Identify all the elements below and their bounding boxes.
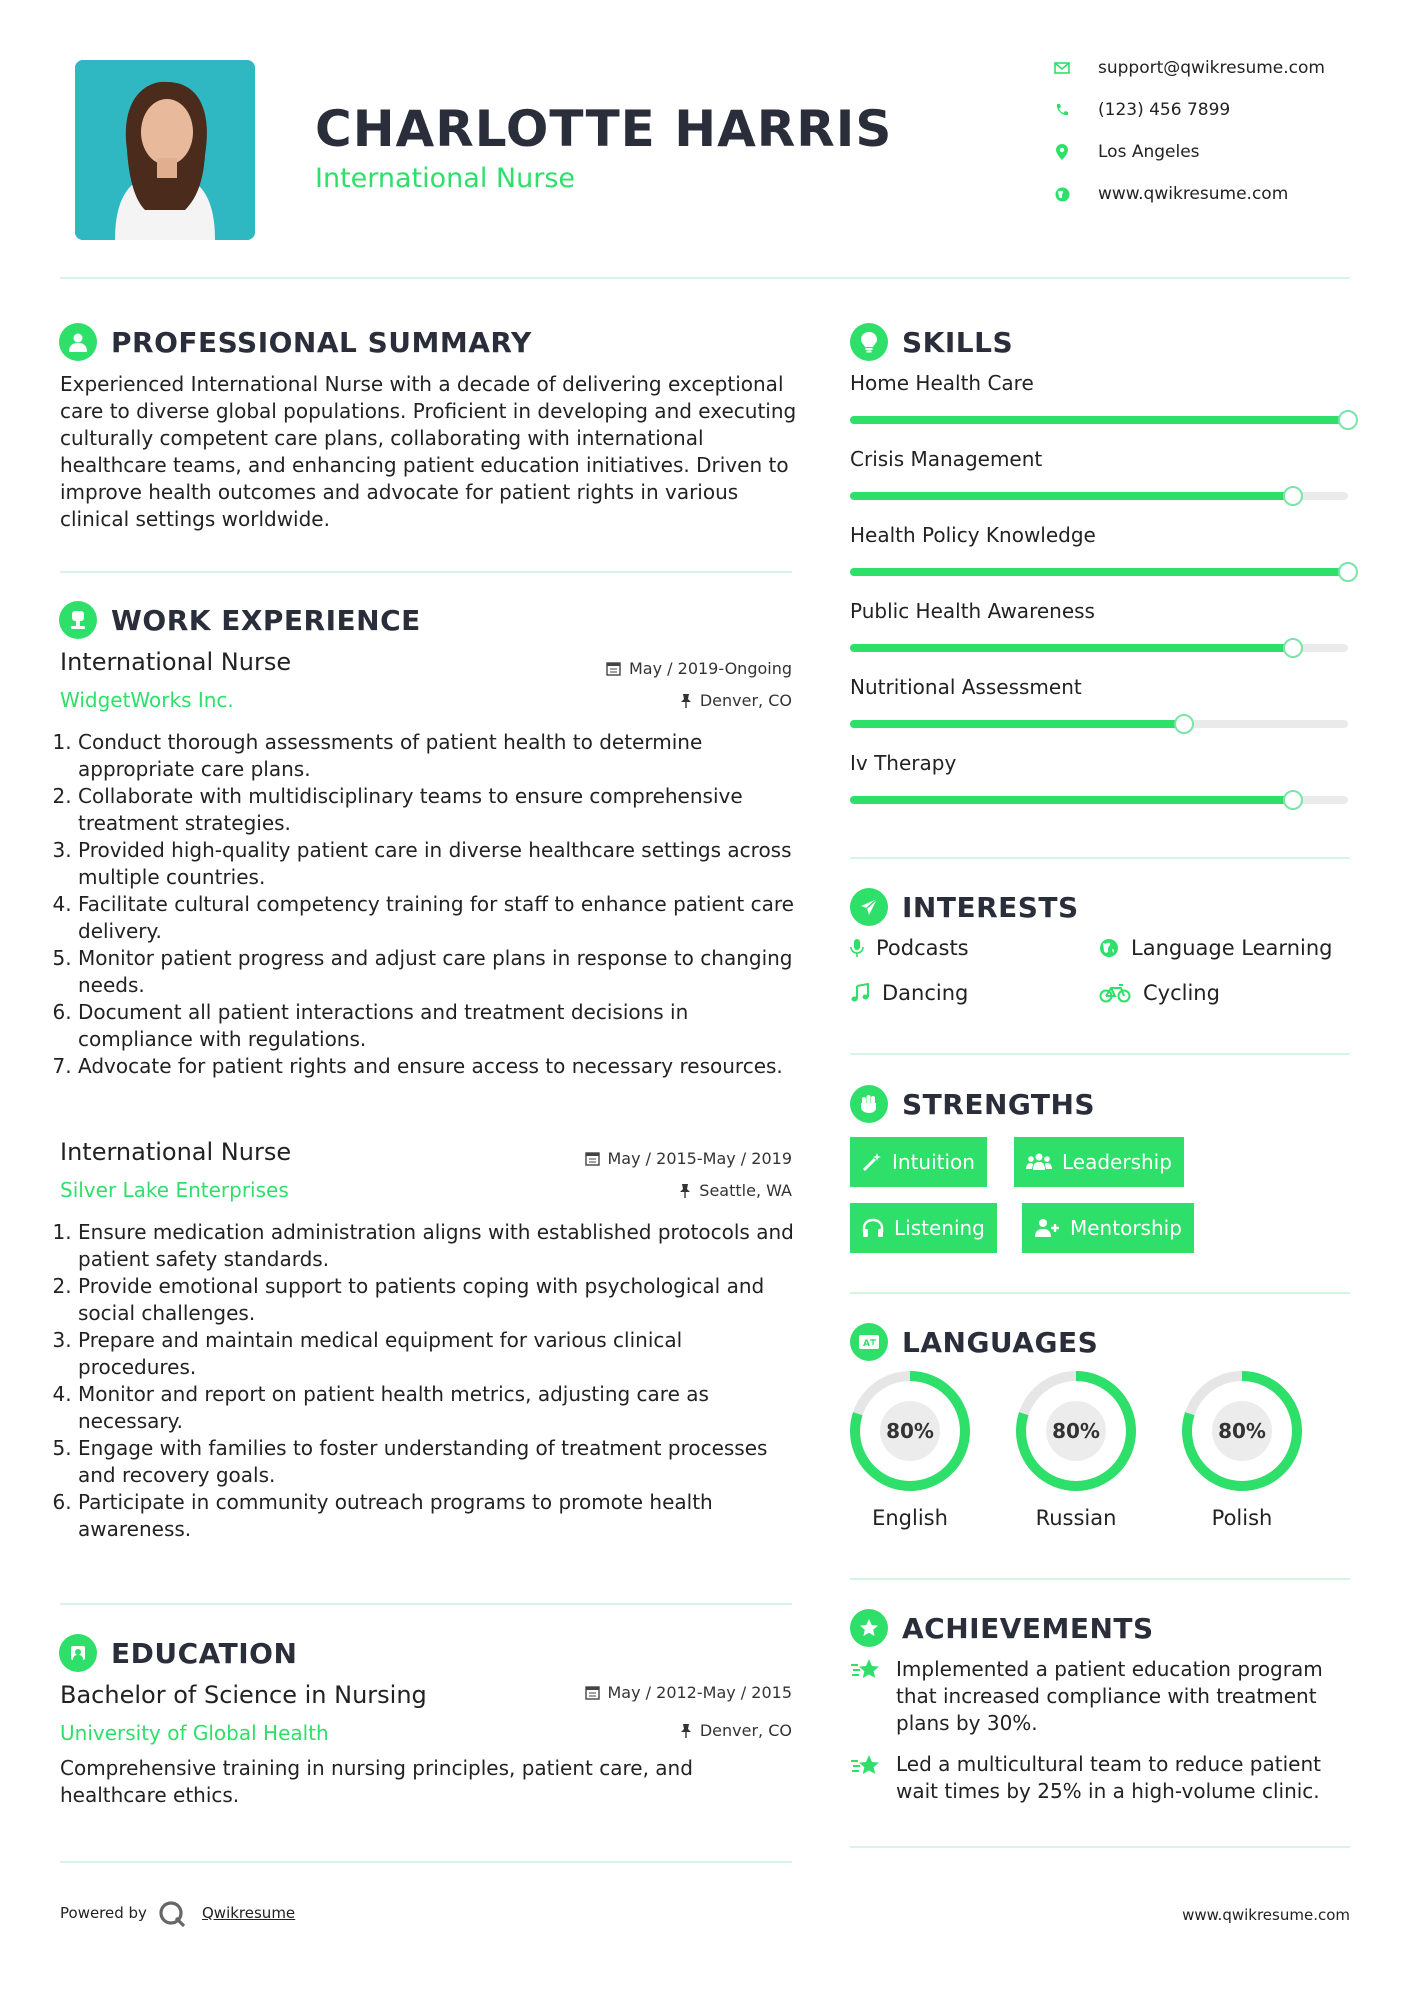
language-ring [1011,1366,1141,1500]
achievement-star-icon [850,1657,882,1687]
language-name: Russian [1035,1506,1117,1530]
job-location: Denver, CO [560,691,792,710]
candidate-title: International Nurse [315,163,575,194]
skill-bar [850,720,1348,728]
education-location: Denver, CO [560,1721,792,1740]
language-icon [850,1323,888,1361]
skill-bar-fill [850,416,1348,424]
language-percent: 80% [886,1419,934,1443]
footer-url[interactable]: www.qwikresume.com [1182,1906,1350,1924]
skill-bar-knob [1338,410,1358,430]
education-divider [60,1861,792,1863]
language-name: Polish [1211,1506,1273,1530]
degree-title: Bachelor of Science in Nursing [60,1681,427,1709]
list-item: 6. Participate in community outreach programs to promote health awareness. [78,1489,798,1543]
languages-divider [850,1578,1350,1580]
skills-heading: SKILLS [850,323,1013,361]
job-duties [58,729,798,1080]
contact-website[interactable]: www.qwikresume.com [1052,184,1288,204]
achievements-heading: ACHIEVEMENTS [850,1609,1154,1647]
skill-name: Nutritional Assessment [850,675,1082,699]
skill-bar-fill [850,568,1348,576]
strength-chip: Intuition [850,1137,987,1187]
interests-heading: INTERESTS [850,888,1079,926]
list-item: 7. Advocate for patient rights and ensure access to necessary resources. [78,1053,798,1080]
list-item: 5. Monitor patient progress and adjust care plans in response to changing needs. [78,945,798,999]
skill-bar-knob [1174,714,1194,734]
skill-bar [850,492,1348,500]
company-name: Silver Lake Enterprises [60,1178,289,1202]
fist-icon [850,1085,888,1123]
map-pin-icon [1052,142,1072,162]
calendar-icon [585,1685,600,1700]
user-plus-icon [1034,1218,1060,1238]
summary-divider [60,571,792,573]
list-item: 5. Engage with families to foster understanding of treatment processes and recovery goals. [78,1435,798,1489]
users-icon [1026,1152,1052,1172]
experience-divider [60,1603,792,1605]
powered-by-text: Powered by [60,1904,147,1922]
header-divider [60,277,1350,279]
svg-text:A: A [863,1339,870,1349]
phone-icon [1052,100,1072,120]
skills-divider [850,857,1350,859]
language-name: English [872,1506,948,1530]
interest-item: Cycling [1099,981,1220,1005]
contact-location: Los Angeles [1052,142,1200,162]
skill-bar-fill [850,644,1293,652]
skill-name: Health Policy Knowledge [850,523,1096,547]
list-item: 1. Conduct thorough assessments of patient health to determine appropriate care plans. [78,729,798,783]
qwikresume-logo-icon [157,1899,187,1933]
skill-bar-knob [1283,486,1303,506]
briefcase-icon [59,601,97,639]
music-note-icon [850,983,870,1003]
skill-bar-fill [850,796,1293,804]
pin-icon [680,1723,692,1738]
job-date: May / 2019-Ongoing [560,659,792,678]
bicycle-icon [1099,983,1131,1003]
experience-heading: WORK EXPERIENCE [59,601,421,639]
education-date: May / 2012-May / 2015 [540,1683,792,1702]
envelope-icon [1052,58,1072,78]
achievement-star-icon [850,1753,882,1783]
strengths-heading: STRENGTHS [850,1085,1095,1123]
skill-bar-knob [1283,638,1303,658]
user-icon [59,323,97,361]
qwikresume-link[interactable]: Qwikresume [202,1904,296,1922]
job-location: Seattle, WA [560,1181,792,1200]
achievement-item: Implemented a patient education program that increased compliance with treatment plans by 30%. [896,1657,1323,1735]
lightbulb-icon [850,323,888,361]
magic-wand-icon [862,1152,882,1172]
pin-icon [680,693,692,708]
skill-bar [850,568,1348,576]
contact-phone[interactable]: (123) 456 7899 [1052,100,1230,120]
language-ring [845,1366,975,1500]
company-name: WidgetWorks Inc. [60,688,234,712]
job-title: International Nurse [60,1138,292,1166]
skill-name: Public Health Awareness [850,599,1095,623]
language-percent: 80% [1052,1419,1100,1443]
list-item: 3. Provided high-quality patient care in diverse healthcare settings across multiple countries. [78,837,798,891]
list-item: 1. Ensure medication administration aligns with established protocols and patient safety standards. [78,1219,798,1273]
headphones-icon [862,1218,884,1238]
list-item: 4. Facilitate cultural competency training for staff to enhance patient care delivery. [78,891,798,945]
achievements-divider [850,1846,1350,1848]
strength-chip: Leadership [1014,1137,1184,1187]
list-item: 2. Provide emotional support to patients coping with psychological and social challenges. [78,1273,798,1327]
star-badge-icon [850,1609,888,1647]
language-percent: 80% [1218,1419,1266,1443]
strengths-divider [850,1292,1350,1294]
list-item: 2. Collaborate with multidisciplinary teams to ensure comprehensive treatment strategies. [78,783,798,837]
interest-item: Language Learning [1099,936,1332,960]
contact-email[interactable]: support@qwikresume.com [1052,58,1325,78]
list-item: 4. Monitor and report on patient health metrics, adjusting care as necessary. [78,1381,798,1435]
summary-text: Experienced International Nurse with a decade of delivering exceptional care to diverse global populations. Proficient in developing and executing culturally competent care plans, collaborating with international healthcare teams, and enhancing patient education initiatives. Driven to improve health outcomes and advocate for patient rights in various clinical settings worldwide. [60,372,797,531]
school-name: University of Global Health [60,1721,329,1745]
graduation-icon [59,1634,97,1672]
profile-photo [75,60,255,240]
skill-bar [850,644,1348,652]
skill-name: Crisis Management [850,447,1043,471]
strength-chip: Mentorship [1022,1203,1194,1253]
calendar-icon [606,661,621,676]
list-item: 3. Prepare and maintain medical equipment for various clinical procedures. [78,1327,798,1381]
skill-name: Home Health Care [850,371,1034,395]
candidate-name: CHARLOTTE HARRIS [315,100,893,158]
education-heading: EDUCATION [59,1634,297,1672]
list-item: 6. Document all patient interactions and treatment decisions in compliance with regulations. [78,999,798,1053]
pin-icon [679,1183,691,1198]
skill-bar [850,796,1348,804]
achievement-item: Led a multicultural team to reduce patient wait times by 25% in a high-volume clinic. [896,1752,1321,1803]
skill-bar-knob [1338,562,1358,582]
globe-icon [1099,938,1119,958]
skill-name: Iv Therapy [850,751,957,775]
skill-bar-knob [1283,790,1303,810]
languages-heading: A LANGUAGES [850,1323,1098,1361]
summary-heading: PROFESSIONAL SUMMARY [59,323,532,361]
job-duties [58,1219,798,1543]
skill-bar-fill [850,720,1184,728]
skill-bar-fill [850,492,1293,500]
skill-bar [850,416,1348,424]
interest-item: Podcasts [850,936,969,960]
interests-divider [850,1053,1350,1055]
globe-icon [1052,184,1072,204]
strength-chip: Listening [850,1203,997,1253]
microphone-icon [850,938,864,958]
job-date: May / 2015-May / 2019 [540,1149,792,1168]
education-description: Comprehensive training in nursing principles, patient care, and healthcare ethics. [60,1756,693,1807]
calendar-icon [585,1151,600,1166]
job-title: International Nurse [60,648,292,676]
interest-item: Dancing [850,981,968,1005]
language-ring [1177,1366,1307,1500]
paper-plane-icon [850,888,888,926]
